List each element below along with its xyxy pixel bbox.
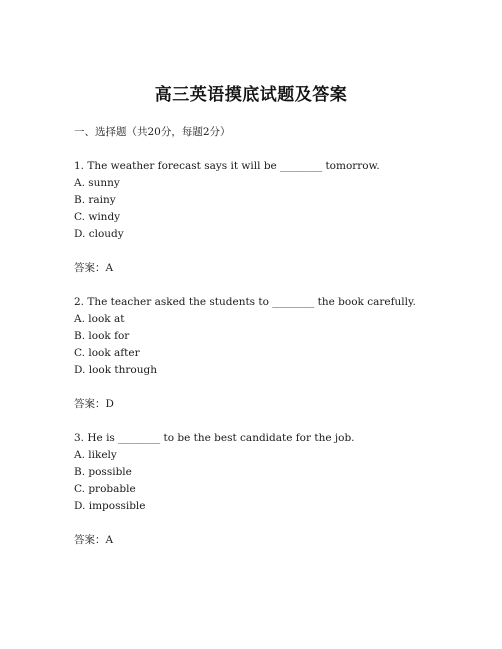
option-d: D. impossible [74,500,146,512]
answer-text: 答案：D [74,398,114,410]
question-stem: 1. The weather forecast says it will be ________ tomorrow. [74,160,380,172]
option-a: A. likely [74,449,117,461]
document-title: 高三英语摸底试题及答案 [154,85,348,105]
section-heading: 一、选择题（共20分，每题2分） [74,126,231,138]
question-2 [74,294,424,413]
document-body [74,124,424,566]
option-c: C. look after [74,347,140,359]
answer-text: 答案：A [74,262,114,274]
option-a: A. sunny [74,177,120,189]
question-stem: 3. He is ________ to be the best candidate for the job. [74,432,355,444]
option-d: D. cloudy [74,228,124,240]
option-b: B. rainy [74,194,116,206]
question-1 [74,158,424,277]
option-c: C. probable [74,483,136,495]
question-stem: 2. The teacher asked the students to ________ the book carefully. [74,296,416,308]
option-a: A. look at [74,313,125,325]
option-b: B. possible [74,466,132,478]
answer-text: 答案：A [74,534,114,546]
option-c: C. windy [74,211,121,223]
option-d: D. look through [74,364,157,376]
option-b: B. look for [74,330,130,342]
question-3 [74,430,424,549]
